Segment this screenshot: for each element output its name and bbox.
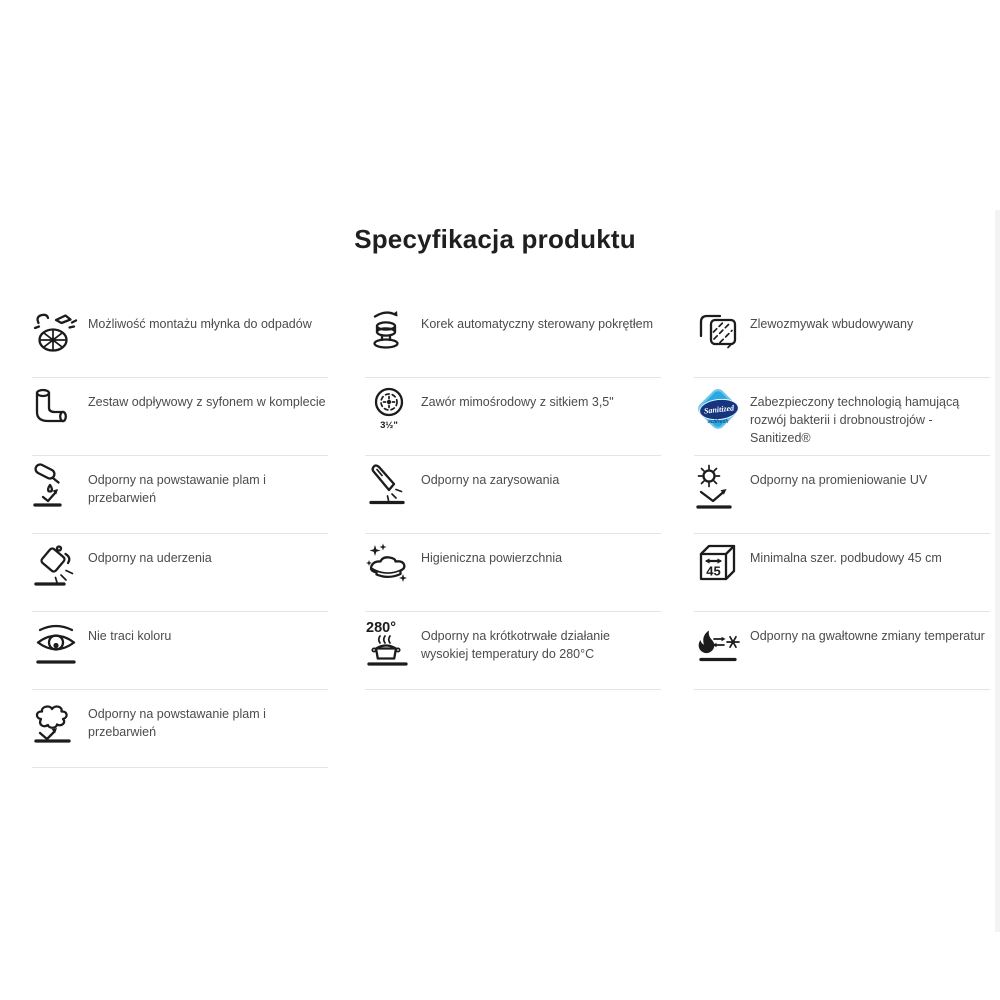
impact-icon	[32, 534, 88, 589]
spec-row-scratch-resistant	[365, 456, 661, 534]
cabinet-45-label: 45	[706, 563, 721, 579]
cabinet-width-icon	[694, 534, 750, 589]
waste-disposal-icon	[32, 300, 88, 355]
spec-column-1	[32, 300, 328, 768]
spec-row-impact-resistant	[32, 534, 328, 612]
sanitized-brand-text: Sanitized	[703, 403, 735, 416]
eye-icon	[32, 612, 88, 667]
spec-row-sieve-valve	[365, 378, 661, 456]
spec-row-siphon	[32, 378, 328, 456]
spec-label: Nie traci koloru	[88, 629, 172, 643]
adjacent-page-edge	[995, 210, 1000, 932]
spec-row-waste-disposal	[32, 300, 328, 378]
spec-row-uv-resistant	[694, 456, 990, 534]
spec-row-sanitized	[694, 378, 990, 456]
stain-splash-icon	[32, 690, 88, 745]
siphon-icon	[32, 378, 88, 433]
spec-row-thermal-shock	[694, 612, 990, 690]
spec-label: Minimalna szer. podbudowy 45 cm	[750, 551, 942, 565]
temp-280-label: 280°	[366, 620, 396, 636]
spec-label: Odporny na powstawanie plam i przebarwień	[88, 707, 266, 740]
spec-label: Zlewozmywak wbudowywany	[750, 317, 914, 331]
sieve-size-label: 3½"	[380, 420, 398, 431]
spec-label: Możliwość montażu młynka do odpadów	[88, 317, 312, 331]
built-in-sink-icon	[694, 300, 750, 355]
spec-label: Zestaw odpływowy z syfonem w komplecie	[88, 395, 326, 409]
spec-row-hygienic-surface	[365, 534, 661, 612]
page-title: Specyfikacja produktu	[354, 224, 636, 254]
spec-label: Zawór mimośrodowy z sitkiem 3,5"	[421, 395, 614, 409]
spec-label: Odporny na uderzenia	[88, 551, 212, 565]
spec-column-2	[365, 300, 661, 690]
spec-row-stain-resistant-2	[32, 690, 328, 768]
spec-label: Korek automatyczny sterowany pokrętłem	[421, 317, 654, 331]
spec-label: Odporny na powstawanie plam i przebarwień	[88, 473, 266, 506]
spec-column-3	[694, 300, 990, 690]
spec-label: Odporny na gwałtowne zmiany temperatur	[750, 629, 985, 643]
hygienic-surface-icon	[365, 534, 421, 589]
high-temp-icon	[365, 612, 421, 667]
thermal-shock-icon	[694, 612, 750, 667]
drain-plug-icon	[365, 300, 421, 355]
spec-row-cabinet-width	[694, 534, 990, 612]
sieve-icon	[365, 378, 421, 433]
spec-label: Higieniczna powierzchnia	[421, 551, 563, 565]
sanitized-sub-text: actifresh	[707, 419, 729, 425]
stain-drop-icon	[32, 456, 88, 511]
spec-label: Odporny na krótkotrwałe działanie wysokiej temperatury do 280°C	[421, 629, 610, 662]
spec-row-stain-resistant	[32, 456, 328, 534]
spec-row-built-in-sink	[694, 300, 990, 378]
knife-icon	[365, 456, 421, 511]
spec-row-auto-plug	[365, 300, 661, 378]
sanitized-logo	[694, 378, 750, 433]
spec-row-high-temperature	[365, 612, 661, 690]
uv-sun-icon	[694, 456, 750, 511]
spec-label: Odporny na zarysowania	[421, 473, 560, 487]
spec-label: Zabezpieczony technologią hamującą rozwój bakterii i drobnoustrojów - Sanitized®	[750, 395, 960, 446]
spec-row-colorfast	[32, 612, 328, 690]
spec-label: Odporny na promieniowanie UV	[750, 473, 928, 487]
